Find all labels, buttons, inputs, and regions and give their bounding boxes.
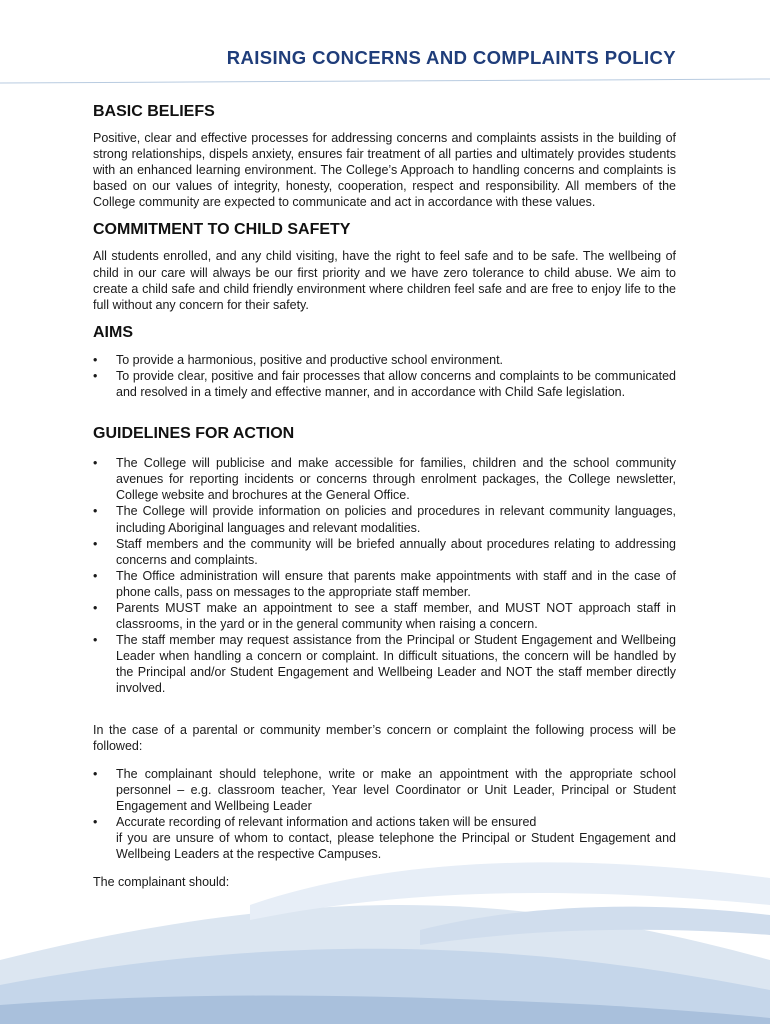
list-item: • The staff member may request assistance from the Principal or Student Engagement and Wellbeing Leader when handling a concern or complaint. In difficult situations, the concern will be handled by the Principal and/or Student Engagement and Wellbeing Leader and NOT the staff member directly involved.	[93, 632, 676, 696]
section-guidelines	[93, 424, 676, 890]
list-item: • The complainant should telephone, write or make an appointment with the appropriate school personnel – e.g. classroom teacher, Year level Coordinator or Unit Leader, Principal or Student Engagement and Wellbeing Leader	[93, 766, 676, 814]
list-item: • Parents MUST make an appointment to see a staff member, and MUST NOT approach staff in classrooms, in the yard or in the general community when raising a concern.	[93, 600, 676, 632]
heading-basic-beliefs: BASIC BELIEFS	[93, 103, 215, 120]
section-aims	[93, 323, 676, 400]
heading-child-safety: COMMITMENT TO CHILD SAFETY	[93, 221, 351, 239]
document-title: RAISING CONCERNS AND COMPLAINTS POLICY	[226, 47, 676, 68]
heading-guidelines-for-action: GUIDELINES FOR ACTION	[93, 425, 295, 443]
section-child-safety	[93, 220, 676, 312]
heading-aims: AIMS	[93, 323, 133, 341]
closing-text: The complainant should:	[93, 875, 230, 890]
process-intro-text: In the case of a parental or community member’s concern or complaint the following process will be followed:	[93, 722, 676, 753]
process-item-extra-text: if you are unsure of whom to contact, please telephone the Principal or Student Engagement and Wellbeing Leaders at the respective Campuses.	[116, 831, 676, 862]
guidelines-list	[93, 455, 676, 696]
list-item: • The College will publicise and make accessible for families, children and the school community avenues for reporting incidents or concerns through enrolment packages, the College newsletter, College website and brochures at the General Office.	[93, 455, 676, 503]
child-safety-text: All students enrolled, and any child visiting, have the right to feel safe and to be safe. The wellbeing of child in our care will always be our first priority and we have zero tolerance to child abuse. We aim to create a child safe and child friendly environment where children feel safe and are free to enjoy life to the full without any concern for their safety.	[93, 249, 676, 312]
section-basic-beliefs	[93, 102, 676, 210]
process-item-text: Accurate recording of relevant information and actions taken will be ensured	[116, 815, 537, 829]
aims-list	[93, 352, 676, 400]
list-item	[93, 814, 676, 862]
basic-beliefs-text: Positive, clear and effective processes for addressing concerns and complaints assists in the building of strong relationships, dispels anxiety, ensures fair treatment of all parties and ultimately provides students with an enhanced learning environment. The College’s Approach to handling concerns and complaints is based on our values of integrity, honesty, cooperation, respect and responsibility. All members of the College community are expected to communicate and act in accordance with these values.	[93, 131, 676, 210]
list-item: • To provide clear, positive and fair processes that allow concerns and complaints to be communicated and resolved in a timely and effective manner, and in accordance with Child Safe legislation.	[93, 368, 676, 400]
process-list	[93, 766, 676, 863]
list-item: • The College will provide information on policies and procedures in relevant community languages, including Aboriginal languages and relevant modalities.	[93, 503, 676, 535]
list-item: • The Office administration will ensure that parents make appointments with staff and in the case of phone calls, pass on messages to the appropriate staff member.	[93, 568, 676, 600]
list-item: • To provide a harmonious, positive and productive school environment.	[93, 352, 676, 368]
list-item: • Staff members and the community will be briefed annually about procedures relating to addressing concerns and complaints.	[93, 536, 676, 568]
